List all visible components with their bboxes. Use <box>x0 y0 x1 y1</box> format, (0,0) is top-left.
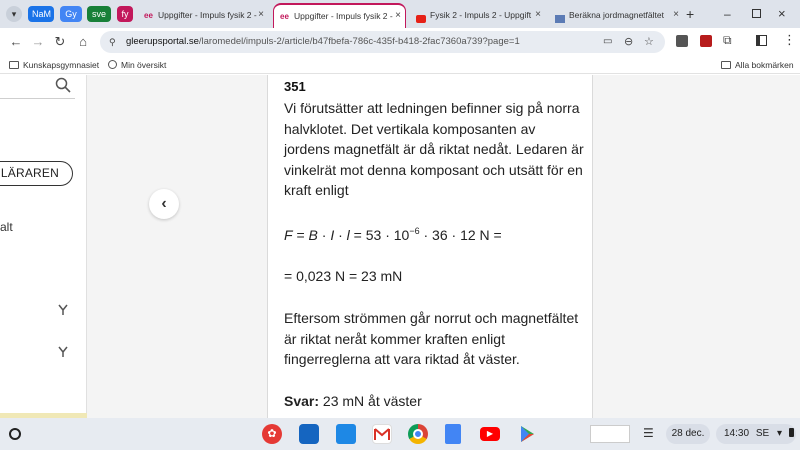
palette-glyph-icon: ✿ <box>267 428 277 440</box>
search-input-underline[interactable] <box>0 98 75 99</box>
chevron-left-icon: ‹ <box>161 195 167 212</box>
date-chip[interactable]: 28 dec. <box>666 424 710 444</box>
gleerups-favicon-icon: ee <box>144 11 153 20</box>
bookmark-star-icon[interactable]: ☆ <box>644 36 654 48</box>
close-window-icon[interactable]: × <box>778 6 786 21</box>
tab-group-fy[interactable]: fy <box>117 6 133 22</box>
gleerups-favicon-icon: ee <box>280 12 289 21</box>
site-info-icon[interactable]: ⚲ <box>109 37 116 47</box>
launcher-icon[interactable] <box>9 428 21 440</box>
url-path: /laromedel/impuls-2/article/b47fbefa-786c-435f-b418-2fac7360a739?page=1 <box>198 36 520 47</box>
bookmark-kunskapsgymnasiet[interactable] <box>9 59 99 71</box>
folder-icon <box>9 61 19 69</box>
tab-group-sve[interactable]: sve <box>87 6 111 22</box>
chrome-center-icon <box>413 429 423 439</box>
close-tab-icon[interactable]: × <box>395 10 401 21</box>
fork-icon[interactable] <box>57 346 69 358</box>
solution-paragraph-2: Eftersom strömmen går norrut och magnetfältet är riktat neråt kommer kraften enligt fingerreglerna att vara riktad åt väster. <box>284 310 579 367</box>
screenshot-thumbnail[interactable] <box>590 425 630 443</box>
tab-uppgifter-1[interactable] <box>138 4 268 26</box>
youtube-favicon-icon <box>416 15 426 23</box>
forward-arrow-icon[interactable]: → <box>31 34 45 49</box>
notification-extension-icon[interactable] <box>700 35 712 47</box>
bookmark-label: Min översikt <box>121 60 167 70</box>
install-app-icon[interactable]: ▭ <box>603 36 613 47</box>
wifi-icon: ▾ <box>776 428 782 439</box>
docs-app-icon[interactable] <box>445 424 461 444</box>
clock: 14:30 <box>724 428 750 439</box>
tab-strip <box>0 0 800 28</box>
tote-icon[interactable]: ☰ <box>643 426 654 440</box>
formula-value-prefix: = 53 · 10 <box>349 227 410 243</box>
os-shelf <box>0 418 800 450</box>
bookmarks-bar <box>0 56 800 74</box>
files-app-icon[interactable] <box>336 424 356 444</box>
play-icon: ▶ <box>486 429 494 438</box>
tab-title: Beräkna jordmagnetfältet <box>569 10 664 20</box>
address-bar[interactable] <box>100 31 665 53</box>
tab-youtube[interactable] <box>410 4 545 26</box>
maximize-window-icon[interactable] <box>752 9 761 18</box>
sidebar-partial-text: alt <box>0 220 13 234</box>
formula-dot: · <box>334 227 347 243</box>
close-tab-icon[interactable]: × <box>258 9 264 20</box>
play-store-app-icon[interactable] <box>517 424 537 444</box>
formula-symbol-b: B <box>308 227 318 243</box>
formula-eq: = <box>292 227 309 243</box>
minimize-window-icon[interactable]: – <box>724 7 731 21</box>
extension-icon[interactable] <box>676 35 688 47</box>
extensions-puzzle-icon[interactable]: ⧉ <box>723 33 732 47</box>
previous-page-button[interactable] <box>149 189 179 219</box>
page-content <box>0 75 800 418</box>
formula-dot: · <box>317 227 331 243</box>
answer-label: Svar: <box>284 393 320 409</box>
teacher-button[interactable]: LÄRAREN <box>0 161 73 186</box>
tab-group-nam[interactable]: NaM <box>28 6 54 22</box>
url-text <box>126 31 520 53</box>
bookmark-min-oversikt[interactable] <box>108 59 166 71</box>
url-host: gleerupsportal.se <box>126 36 199 47</box>
force-formula <box>284 226 502 243</box>
image-favicon-icon <box>555 15 565 23</box>
tab-title: Uppgifter - Impuls fysik 2 - <box>294 11 393 21</box>
locale-indicator: SE <box>755 428 770 439</box>
formula-symbol-l: l <box>346 227 350 243</box>
chrome-app-icon[interactable] <box>408 424 428 444</box>
tab-title: Uppgifter - Impuls fysik 2 - <box>158 10 257 20</box>
close-tab-icon[interactable]: × <box>673 9 679 20</box>
tab-group-gy[interactable]: Gy <box>60 6 82 22</box>
task-number: 351 <box>284 79 306 94</box>
tab-berakna[interactable] <box>549 4 683 26</box>
status-area[interactable] <box>716 424 796 444</box>
close-tab-icon[interactable]: × <box>535 9 541 20</box>
formula-value-suffix: · 36 · 12 N = <box>419 227 502 243</box>
result-formula: = 0,023 N = 23 mN <box>284 268 403 284</box>
gmail-app-icon[interactable] <box>372 424 392 444</box>
menu-kebab-icon[interactable]: ⋮ <box>783 32 796 47</box>
formula-symbol-i: I <box>330 227 335 243</box>
answer-article <box>267 75 593 418</box>
canvas-app-icon[interactable] <box>262 424 282 444</box>
classroom-app-icon[interactable] <box>299 424 319 444</box>
back-arrow-icon[interactable]: ← <box>9 34 23 49</box>
folder-icon <box>721 61 731 69</box>
globe-icon <box>108 60 117 69</box>
new-tab-button[interactable]: + <box>686 6 695 22</box>
formula-exponent: −6 <box>409 226 420 236</box>
formula-symbol-f: F <box>284 227 293 243</box>
all-bookmarks[interactable] <box>721 59 794 71</box>
reload-icon[interactable]: ↻ <box>54 34 66 49</box>
bookmark-label: Kunskapsgymnasiet <box>23 60 100 70</box>
tab-uppgifter-active[interactable] <box>273 3 406 28</box>
side-panel-icon[interactable] <box>756 35 767 46</box>
left-sidebar <box>0 75 87 418</box>
answer-line <box>284 391 584 412</box>
tab-title: Fysik 2 - Impuls 2 - Uppgift <box>430 10 532 20</box>
home-icon[interactable]: ⌂ <box>79 34 87 49</box>
zoom-icon[interactable]: ⊖ <box>624 36 634 48</box>
bookmark-label: Alla bokmärken <box>735 60 794 70</box>
fork-icon[interactable] <box>57 304 69 316</box>
tab-search-button[interactable]: ▾ <box>6 6 22 22</box>
youtube-app-icon[interactable] <box>480 427 500 441</box>
battery-icon <box>789 428 794 437</box>
search-icon[interactable] <box>55 77 71 93</box>
answer-text: 23 mN åt väster <box>319 393 422 409</box>
solution-paragraph-1: Vi förutsätter att ledningen befinner sig på norra halvklotet. Det vertikala komposanten av jordens magnetfält är då riktat nedåt. Ledaren är vinkelrät mot denna komposant och utsätt för en kraft enligt <box>284 100 584 198</box>
